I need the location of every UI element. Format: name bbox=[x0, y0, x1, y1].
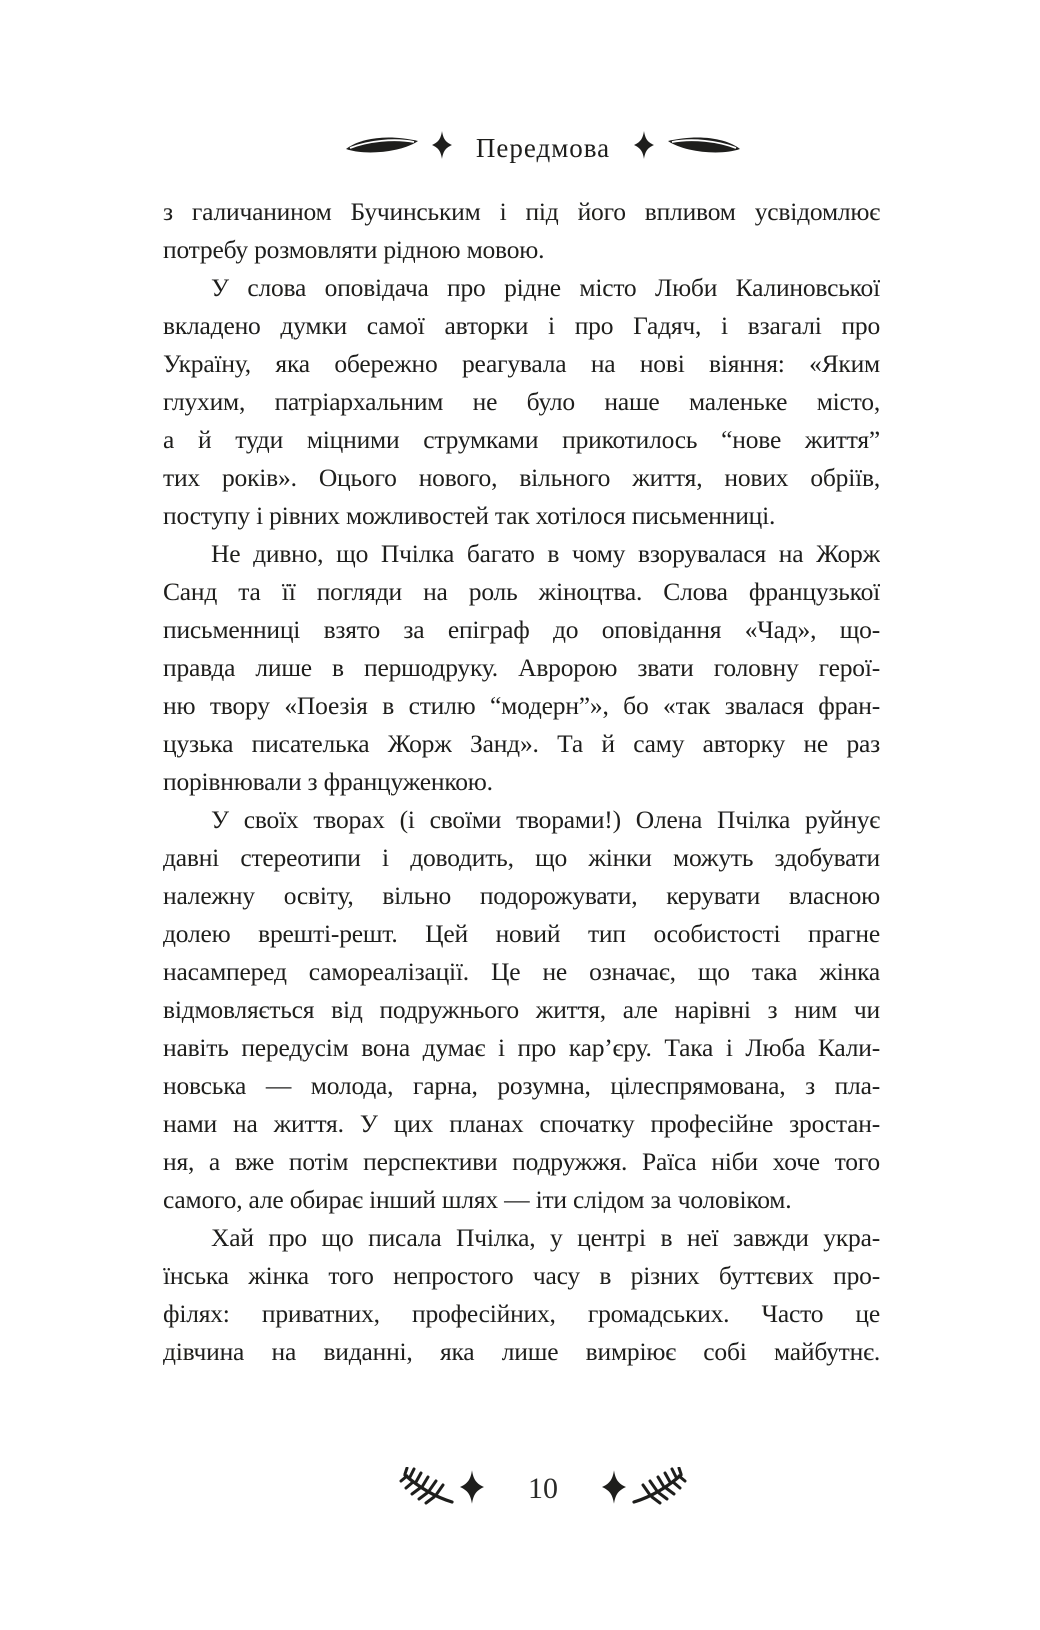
paragraph bbox=[163, 801, 880, 1219]
text-line: насамперед самореалізації. Це не означає, що така жінка bbox=[163, 957, 880, 986]
text-line: з галичанином Бучинським і під його впливом усвідомлює bbox=[163, 197, 880, 226]
text-line: письменниці взято за епіграф до оповідання «Чад», що- bbox=[163, 615, 880, 644]
text-line: У своїх творах (і своїми творами!) Олена Пчілка руйнує bbox=[211, 805, 880, 834]
text-line: їнська жінка того непростого часу в різних буттєвих про- bbox=[163, 1261, 880, 1290]
text-line: ню твору «Поезія в стилю “модерн”», бо «так звалася фран- bbox=[163, 691, 880, 720]
text-line: Україну, яка обережно реагувала на нові віяння: «Яким bbox=[163, 349, 880, 378]
text-line: поступу і рівних можливостей так хотілося письменниці. bbox=[163, 501, 776, 530]
paragraph bbox=[163, 535, 880, 801]
text-line: ня, а вже потім перспективи подружжя. Раїса ніби хоче того bbox=[163, 1147, 880, 1176]
paragraph bbox=[163, 269, 880, 535]
page-number: 10 bbox=[528, 1472, 558, 1505]
feather-ornament-left-icon bbox=[398, 1467, 454, 1512]
text-line: новська — молода, гарна, розумна, цілеспрямована, з пла- bbox=[163, 1071, 880, 1100]
text-line: порівнювали з француженкою. bbox=[163, 767, 493, 796]
diamond-ornament-icon bbox=[432, 131, 452, 164]
text-line: У слова оповідача про рідне місто Люби Калиновської bbox=[211, 273, 880, 302]
text-line: філях: приватних, професійних, громадських. Часто це bbox=[163, 1299, 880, 1328]
text-line: нами на життя. У цих планах спочатку професійне зростан- bbox=[163, 1109, 880, 1138]
text-line: відмовляється від подружнього життя, але нарівні з ним чи bbox=[163, 995, 880, 1024]
text-line: потребу розмовляти рідною мовою. bbox=[163, 235, 545, 264]
text-line: Не дивно, що Пчілка багато в чому взорувалася на Жорж bbox=[211, 539, 880, 568]
text-line: давні стереотипи і доводить, що жінки можуть здобувати bbox=[163, 843, 880, 872]
body-text bbox=[163, 193, 880, 1371]
chapter-title: Передмова bbox=[475, 132, 611, 163]
text-line: цузька писателька Жорж Занд». Та й саму авторку не раз bbox=[163, 729, 880, 758]
leaf-ornament-left-icon bbox=[344, 133, 420, 162]
text-line: Хай про що писала Пчілка, у центрі в неї завжди укра- bbox=[211, 1223, 880, 1252]
leaf-ornament-right-icon bbox=[666, 133, 742, 162]
text-line: належну освіту, вільно подорожувати, керувати власною bbox=[163, 881, 880, 910]
chapter-header bbox=[23, 127, 1040, 167]
paragraph bbox=[163, 1219, 880, 1371]
paragraph bbox=[163, 193, 880, 269]
text-line: дівчина на виданні, яка лише вимріює собі майбутнє. bbox=[163, 1337, 880, 1366]
diamond-ornament-icon bbox=[634, 131, 654, 164]
text-line: долею врешті-решт. Цей новий тип особистості прагне bbox=[163, 919, 880, 948]
page-footer bbox=[23, 1466, 1040, 1512]
text-line: вкладено думки самої авторки і про Гадяч, і взагалі про bbox=[163, 311, 880, 340]
text-line: правда лише в першодруку. Авророю звати головну герої- bbox=[163, 653, 880, 682]
diamond-ornament-icon bbox=[602, 1470, 626, 1509]
text-line: тих років». Оцього нового, вільного життя, нових обріїв, bbox=[163, 463, 880, 492]
feather-ornament-right-icon bbox=[632, 1467, 688, 1512]
text-line: а й туди міцними струмками прикотилось “нове життя” bbox=[163, 425, 880, 454]
diamond-ornament-icon bbox=[460, 1470, 484, 1509]
text-line: самого, але обирає інший шлях — іти слідом за чоловіком. bbox=[163, 1185, 792, 1214]
text-line: навіть передусім вона думає і про кар’єру. Така і Люба Кали- bbox=[163, 1033, 880, 1062]
text-line: глухим, патріархальним не було наше маленьке місто, bbox=[163, 387, 880, 416]
text-line: Санд та її погляди на роль жіноцтва. Слова французької bbox=[163, 577, 880, 606]
